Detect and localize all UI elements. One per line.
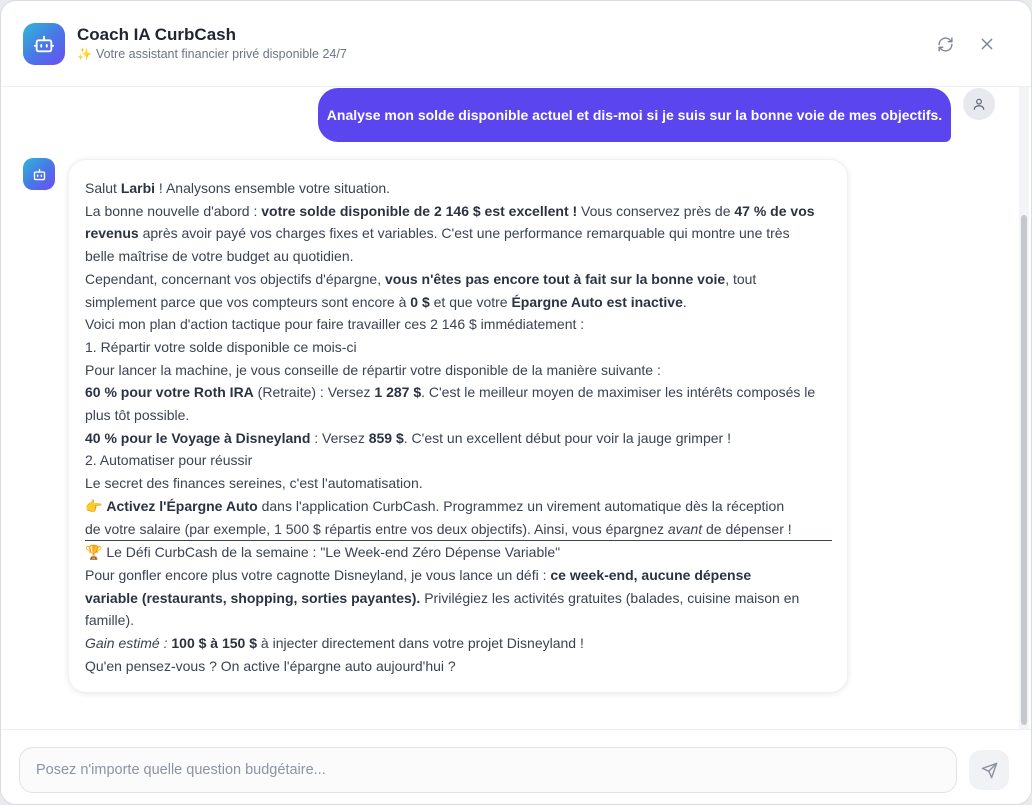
message-line: belle maîtrise de votre budget au quotidien.	[85, 248, 354, 265]
message-line: famille).	[85, 612, 135, 629]
message-line: Le secret des finances sereines, c'est l'automatisation.	[85, 475, 423, 492]
message-line: plus tôt possible.	[85, 407, 190, 424]
section-heading: 2. Automatiser pour réussir	[85, 452, 253, 469]
challenge-heading: 🏆 Le Défi CurbCash de la semaine : "Le Week-end Zéro Dépense Variable"	[85, 544, 561, 561]
message-line: Salut Larbi ! Analysons ensemble votre situation.	[85, 180, 391, 196]
chat-messages[interactable]	[1, 87, 1015, 729]
app-title: Coach IA CurbCash	[77, 25, 237, 44]
subtitle-text: Votre assistant financier privé disponible 24/7	[95, 47, 347, 61]
message-line: Pour lancer la machine, je vous conseille de répartir votre disponible de la manière suivante :	[85, 361, 661, 378]
message-line: Qu'en pensez-vous ? On active l'épargne auto aujourd'hui ?	[85, 657, 456, 674]
message-line: simplement parce que vos compteurs sont encore à 0 $ et que votre Épargne Auto est inactive.	[85, 293, 687, 310]
close-icon	[979, 36, 995, 52]
message-line: 👉 Activez l'Épargne Auto dans l'application CurbCash. Programmez un virement automatique dès la réception	[85, 497, 785, 514]
chat-scrollbar[interactable]	[1019, 87, 1029, 729]
bot-avatar	[23, 158, 55, 190]
pointing-hand-icon: 👉	[85, 497, 107, 514]
robot-logo-icon	[23, 23, 65, 65]
message-line: Gain estimé : 100 $ à 150 $ à injecter directement dans votre projet Disneyland !	[85, 635, 584, 652]
send-icon	[981, 762, 998, 779]
scrollbar-thumb[interactable]	[1021, 215, 1027, 725]
message-line: La bonne nouvelle d'abord : votre solde disponible de 2 146 $ est excellent ! Vous conservez près de 47 % de vos	[85, 202, 815, 219]
user-message-bubble	[318, 88, 951, 142]
app-subtitle	[77, 47, 347, 61]
input-bar	[1, 729, 1031, 805]
user-message-text: Analyse mon solde disponible actuel et dis-moi si je suis sur la bonne voie de mes objectifs.	[326, 107, 943, 123]
refresh-icon	[937, 36, 954, 53]
message-line: Cependant, concernant vos objectifs d'épargne, vous n'êtes pas encore tout à fait sur la bonne voie, tout	[85, 270, 757, 287]
message-line: revenus après avoir payé vos charges fixes et variables. C'est une performance remarquable qui montre une très	[85, 225, 790, 242]
message-line: Pour gonfler encore plus votre cagnotte Disneyland, je vous lance un défi : ce week-end, aucune dépense	[85, 566, 752, 583]
send-button[interactable]	[969, 750, 1009, 790]
message-line: de votre salaire (par exemple, 1 500 $ répartis entre vos deux objectifs). Ainsi, vous épargnez avant de dépenser !	[85, 518, 831, 542]
robot-icon	[32, 167, 47, 182]
bot-message-bubble	[68, 159, 848, 693]
message-line: Voici mon plan d'action tactique pour faire travailler ces 2 146 $ immédiatement :	[85, 316, 585, 333]
message-line: 60 % pour votre Roth IRA (Retraite) : Versez 1 287 $. C'est le meilleur moyen de maximiser les intérêts composés le	[85, 384, 816, 401]
header	[1, 1, 1031, 87]
question-input[interactable]	[19, 747, 957, 793]
section-heading: 1. Répartir votre solde disponible ce mois-ci	[85, 338, 357, 355]
message-line: 40 % pour le Voyage à Disneyland : Versez 859 $. C'est un excellent début pour voir la jauge grimper !	[85, 429, 731, 446]
close-button[interactable]	[976, 33, 998, 55]
user-avatar	[963, 88, 995, 120]
message-line: variable (restaurants, shopping, sorties payantes). Privilégiez les activités gratuites (balades, cuisine maison en	[85, 589, 800, 606]
sparkles-icon: ✨	[77, 47, 92, 61]
user-icon	[972, 97, 986, 111]
refresh-button[interactable]	[934, 33, 956, 55]
